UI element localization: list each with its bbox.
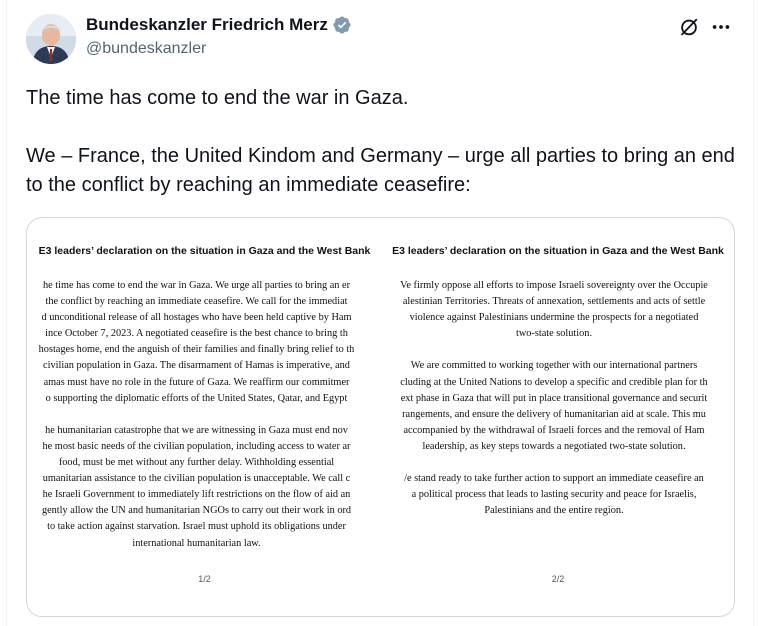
author-name-row[interactable] — [86, 14, 352, 36]
paragraph-gap — [382, 342, 734, 358]
post-text — [26, 84, 746, 200]
document-line: leadership, as key steps towards a negotiated two-state solution. — [422, 440, 686, 452]
author-handle[interactable]: @bundeskanzler — [86, 40, 207, 57]
document-body — [27, 278, 374, 552]
document-line: Ve firmly oppose all efforts to impose Israeli sovereignty over the Occupie — [400, 280, 708, 291]
document-line: food, must be met without any further delay. Withholding essential — [58, 457, 335, 469]
document-line: /e stand ready to take further action to support an immediate ceasefire an — [404, 473, 704, 485]
avatar[interactable] — [26, 14, 76, 64]
document-title: E3 leaders’ declaration on the situation in Gaza and the West Bank — [392, 245, 724, 257]
document-page-2[interactable] — [382, 218, 734, 616]
more-icon[interactable] — [708, 14, 734, 40]
document-line: he most basic needs of the civilian population, including access to water ar — [42, 440, 351, 452]
document-line: he humanitarian catastrophe that we are witnessing in Gaza must end nov — [45, 424, 348, 436]
document-line: he time has come to end the war in Gaza. We urge all parties to bring an er — [42, 280, 351, 291]
paragraph-gap — [27, 407, 374, 423]
column-border-right — [753, 0, 754, 626]
column-border-left — [6, 0, 7, 626]
paragraph-gap — [382, 455, 734, 471]
post-paragraph: We – France, the United Kindom and Germany – urge all parties to bring an end to the conflict by reaching an immediate ceasefire: — [26, 145, 735, 196]
document-line: umanitarian assistance to the civilian population is unacceptable. We call c — [42, 473, 351, 485]
page-number: 2/2 — [551, 574, 565, 584]
document-line: rangements, and ensure the delivery of humanitarian aid at scale. This mu — [402, 408, 706, 420]
document-line: We are committed to working together with our international partners — [410, 360, 698, 372]
document-line: international humanitarian law. — [132, 537, 261, 549]
document-line: the conflict by reaching an immediate ceasefire. We call for the immediat — [45, 296, 348, 308]
document-line: civilian population in Gaza. The disarmament of Hamas is imperative, and — [43, 360, 350, 372]
document-line: gently allow the UN and humanitarian NGOs to carry out their work in ord — [41, 505, 352, 517]
post-paragraph: The time has come to end the war in Gaza. — [26, 87, 409, 109]
document-title: E3 leaders’ declaration on the situation in Gaza and the West Bank — [38, 245, 371, 257]
document-line: Palestinians and the entire region. — [484, 505, 624, 517]
document-line: ext phase in Gaza that will put in place transitional governance and securit — [400, 392, 708, 404]
document-line: accompanied by the withdrawal of Israeli forces and the removal of Ham — [403, 424, 705, 436]
document-line: two-state solution. — [515, 328, 593, 340]
document-line: he Israeli Government to immediately lift restrictions on the flow of aid an — [42, 489, 351, 501]
document-line: alestinian Territories. Threats of annexation, settlements and acts of settle — [402, 296, 706, 308]
document-line: ince October 7, 2023. A negotiated ceasefire is the best chance to bring th — [45, 328, 348, 340]
document-line: d unconditional release of all hostages who have been held captive by Ham — [41, 312, 352, 324]
document-line: to take action against starvation. Israel must uphold its obligations under — [47, 521, 346, 533]
document-line: o supporting the diplomatic efforts of the United States, Qatar, and Egypt — [45, 392, 348, 404]
document-body — [382, 278, 734, 519]
author-display-name[interactable]: Bundeskanzler Friedrich Merz — [86, 15, 328, 34]
grok-icon[interactable] — [676, 14, 702, 40]
document-page-1[interactable] — [27, 218, 382, 616]
document-line: hostages home, end the anguish of their families and finally bring relief to th — [38, 344, 355, 356]
verified-badge-icon — [332, 15, 352, 35]
document-line: a political process that leads to lasting security and peace for Israelis, — [411, 489, 697, 501]
document-line: cluding at the United Nations to develop a specific and credible plan for th — [400, 376, 708, 388]
document-line: amas must have no role in the future of Gaza. We reaffirm our commitmer — [43, 376, 350, 388]
document-line: violence against Palestinians undermine the prospects for a negotiated — [409, 312, 699, 324]
media-attachment[interactable] — [26, 217, 735, 617]
page-number: 1/2 — [198, 574, 211, 584]
